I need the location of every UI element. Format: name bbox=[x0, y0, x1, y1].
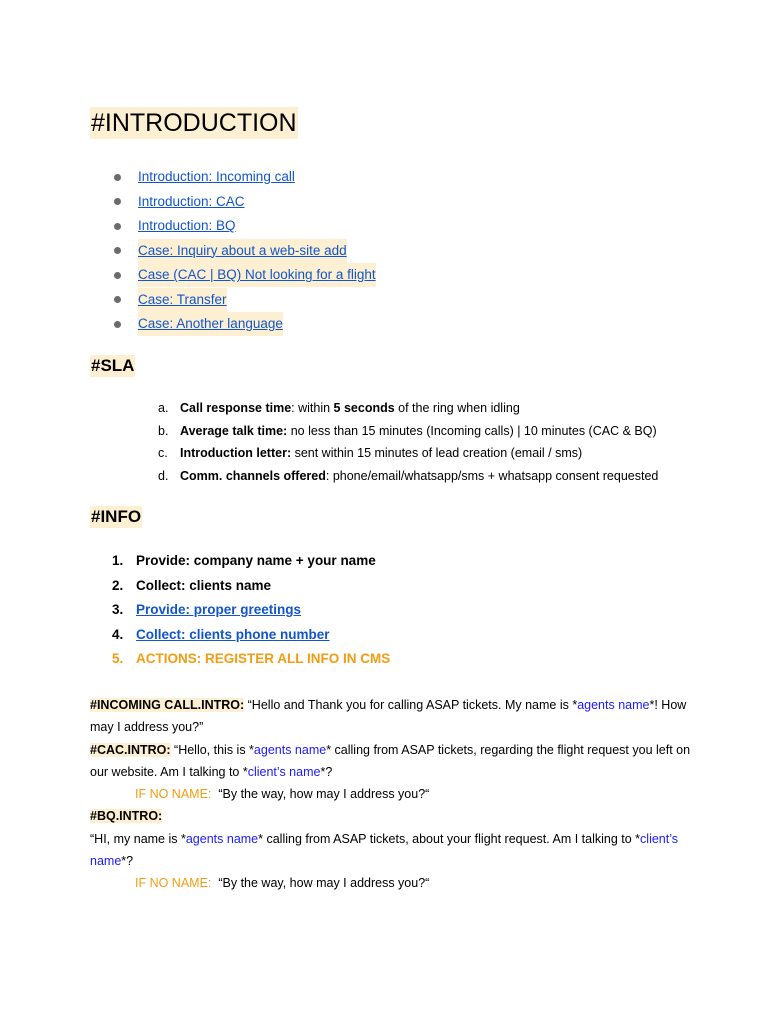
script-text: *? bbox=[121, 854, 134, 869]
incoming-call-script bbox=[90, 694, 700, 739]
info-item-text: ACTIONS: REGISTER ALL INFO IN CMS bbox=[136, 651, 391, 666]
link-intro-cac[interactable]: Introduction: CAC bbox=[138, 193, 245, 209]
sla-emphasis: 5 seconds bbox=[333, 401, 395, 415]
bullet-icon bbox=[114, 223, 121, 230]
placeholder-clients-name: client’s name bbox=[247, 764, 321, 779]
cac-script bbox=[90, 739, 700, 784]
sla-text: sent within 15 minutes of lead creation (email / sms) bbox=[291, 446, 583, 460]
list-item bbox=[158, 397, 658, 420]
sla-heading: #SLA bbox=[91, 356, 135, 375]
script-text: “By the way, how may I address you?“ bbox=[218, 787, 430, 802]
sla-label: Introduction letter: bbox=[180, 446, 292, 460]
script-text: * calling from ASAP tickets, regarding the flight request you left on our website. Am I talking to * bbox=[90, 742, 691, 779]
info-item-text: Collect: clients name bbox=[136, 577, 272, 593]
list-item bbox=[112, 214, 376, 239]
bullet-icon bbox=[114, 247, 121, 254]
list-item bbox=[158, 465, 658, 488]
script-text: *! How may I address you?” bbox=[90, 698, 687, 735]
bullet-icon bbox=[114, 174, 121, 181]
script-label: #CAC.INTRO: bbox=[90, 742, 171, 757]
sla-list bbox=[158, 397, 658, 487]
placeholder-clients-name: client’s name bbox=[90, 831, 679, 869]
list-item bbox=[112, 574, 390, 599]
script-text: * calling from ASAP tickets, about your flight request. Am I talking to * bbox=[258, 831, 641, 846]
if-no-name-line bbox=[90, 783, 700, 805]
sla-text: : within bbox=[291, 401, 334, 415]
page-title: #INTRODUCTION bbox=[91, 109, 297, 137]
if-no-name-line bbox=[90, 872, 700, 894]
if-no-name-label: IF NO NAME: bbox=[135, 787, 212, 802]
link-case-website-add[interactable]: Case: Inquiry about a web-site add bbox=[138, 239, 347, 263]
list-item bbox=[112, 263, 376, 288]
bullet-icon bbox=[114, 198, 121, 205]
list-number: 5. bbox=[112, 651, 124, 666]
bq-label-line bbox=[90, 805, 700, 827]
list-marker: a. bbox=[158, 401, 169, 415]
link-intro-incoming-call[interactable]: Introduction: Incoming call bbox=[138, 169, 295, 185]
link-case-another-language[interactable]: Case: Another language bbox=[138, 312, 283, 336]
if-no-name-label: IF NO NAME: bbox=[135, 876, 212, 891]
list-item bbox=[112, 190, 376, 215]
list-number: 2. bbox=[112, 577, 124, 593]
sla-text: of the ring when idling bbox=[394, 401, 520, 415]
bullet-icon bbox=[114, 296, 121, 303]
placeholder-agents-name: agents name bbox=[253, 742, 327, 757]
list-item bbox=[112, 623, 390, 648]
placeholder-agents-name: agents name bbox=[185, 831, 259, 846]
info-list bbox=[112, 549, 390, 672]
list-item bbox=[112, 239, 376, 264]
list-number: 4. bbox=[112, 626, 124, 642]
sla-text: : phone/email/whatsapp/sms + whatsapp consent requested bbox=[325, 468, 659, 483]
list-number: 1. bbox=[112, 553, 124, 568]
sla-label: Comm. channels offered bbox=[180, 468, 326, 483]
link-intro-bq[interactable]: Introduction: BQ bbox=[138, 218, 236, 234]
call-scripts bbox=[90, 694, 700, 895]
list-item bbox=[112, 165, 376, 190]
link-proper-greetings[interactable]: Provide: proper greetings bbox=[136, 602, 302, 617]
list-item bbox=[112, 312, 376, 337]
list-marker: b. bbox=[158, 423, 169, 438]
list-item bbox=[112, 549, 390, 574]
list-item bbox=[112, 647, 390, 672]
script-text: *? bbox=[320, 764, 333, 779]
sla-label: Call response time bbox=[180, 401, 292, 415]
script-label: #INCOMING CALL.INTRO: bbox=[90, 698, 245, 712]
placeholder-agents-name: agents name bbox=[577, 698, 650, 712]
link-case-transfer[interactable]: Case: Transfer bbox=[138, 288, 227, 312]
script-text: “Hello, this is * bbox=[170, 742, 254, 757]
list-item bbox=[158, 420, 658, 443]
script-text: “Hello and Thank you for calling ASAP tickets. My name is * bbox=[244, 698, 578, 712]
script-label: #BQ.INTRO: bbox=[90, 809, 163, 824]
link-clients-phone-number[interactable]: Collect: clients phone number bbox=[136, 626, 330, 642]
list-item bbox=[112, 598, 390, 623]
list-number: 3. bbox=[112, 602, 124, 617]
list-item bbox=[158, 442, 658, 465]
bullet-icon bbox=[114, 321, 121, 328]
list-marker: c. bbox=[158, 446, 168, 460]
script-text: “HI, my name is * bbox=[90, 831, 186, 846]
info-item-text: Provide: company name + your name bbox=[136, 553, 376, 568]
bq-script bbox=[90, 828, 700, 873]
sla-text: no less than 15 minutes (Incoming calls) | 10 minutes (CAC & BQ) bbox=[287, 423, 657, 438]
list-marker: d. bbox=[158, 468, 169, 483]
list-item bbox=[112, 288, 376, 313]
script-text: “By the way, how may I address you?“ bbox=[218, 876, 430, 891]
info-heading: #INFO bbox=[91, 507, 142, 526]
link-case-not-looking-flight[interactable]: Case (CAC | BQ) Not looking for a flight bbox=[138, 263, 376, 287]
intro-link-list bbox=[112, 165, 376, 337]
bullet-icon bbox=[114, 272, 121, 279]
sla-label: Average talk time: bbox=[180, 423, 288, 438]
